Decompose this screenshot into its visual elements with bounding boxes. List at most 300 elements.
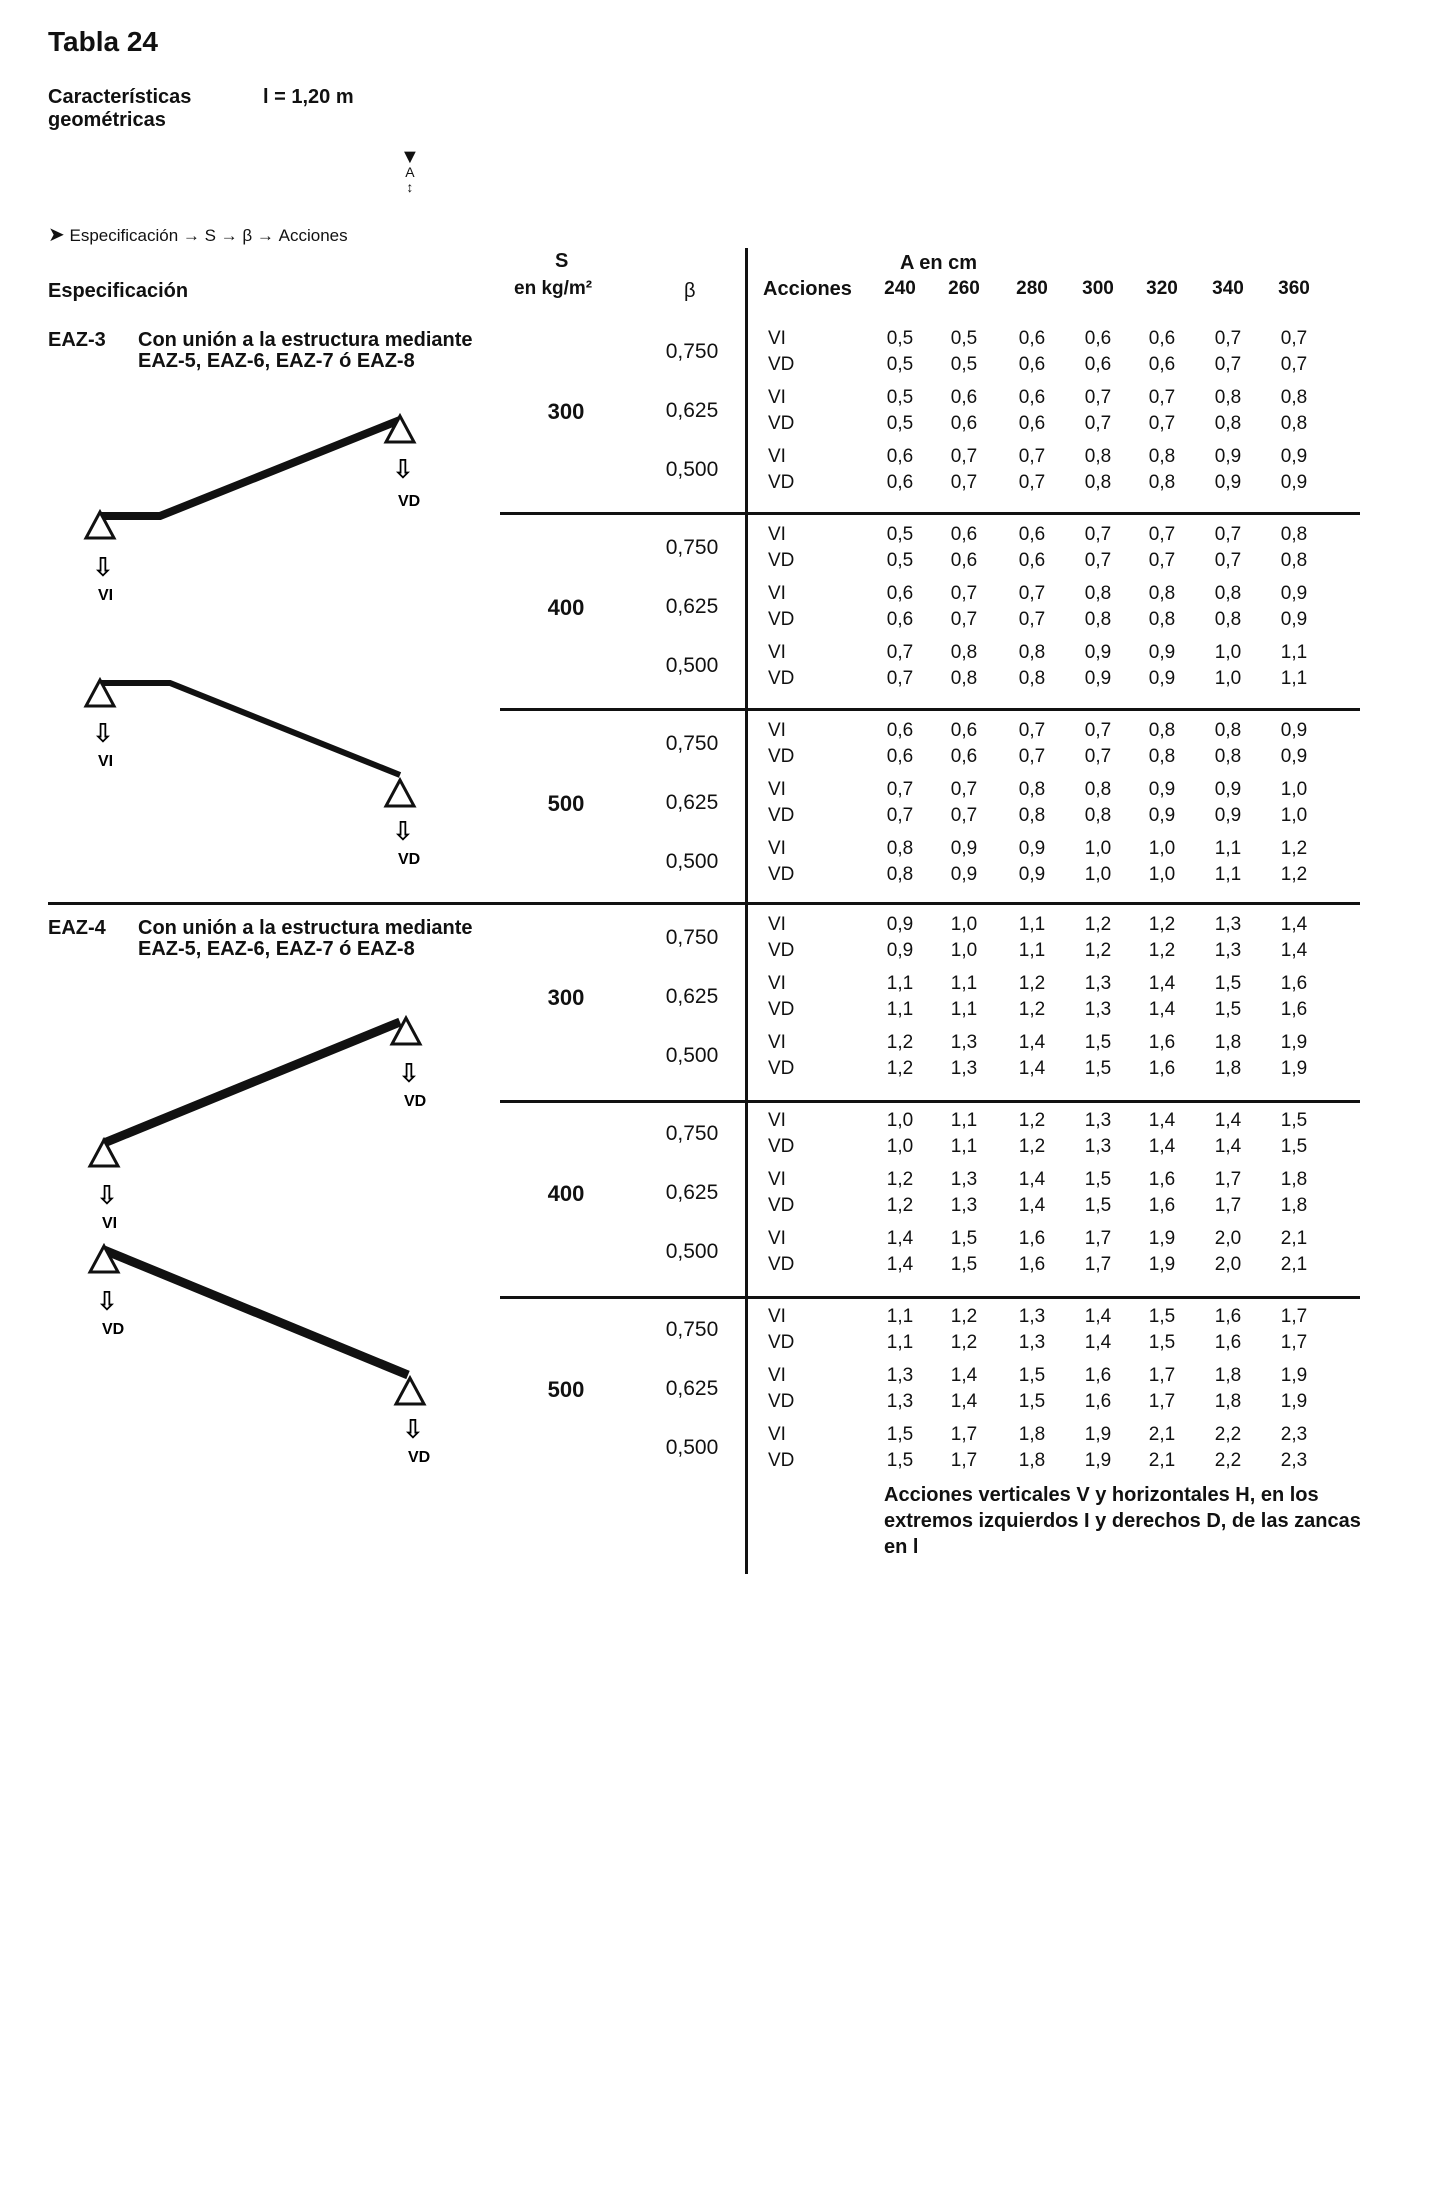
value-cell: 1,1 [1280, 668, 1308, 689]
value-cell: 1,6 [1148, 1195, 1176, 1216]
vi-row [768, 1228, 1368, 1254]
value-cell: 1,6 [1148, 1032, 1176, 1053]
value-cell: 1,1 [1018, 940, 1046, 961]
value-cell: 0,7 [886, 805, 914, 826]
value-cell: 2,3 [1280, 1424, 1308, 1445]
value-cell: 1,9 [1148, 1228, 1176, 1249]
legend-flow-text: Especificación → S → β → Acciones [69, 226, 348, 245]
value-cell: 0,9 [1280, 583, 1308, 604]
vd-row [768, 413, 1368, 439]
vd-label: VD [768, 668, 795, 689]
vd-label: VD [768, 354, 795, 375]
vi-label: VI [768, 1365, 786, 1386]
value-cell: 1,4 [1148, 1136, 1176, 1157]
value-cell: 1,4 [1280, 914, 1308, 935]
vi-label: VI [768, 583, 786, 604]
beta-value: 0,625 [665, 985, 719, 1008]
value-cell: 0,7 [1018, 746, 1046, 767]
beta-value: 0,500 [665, 850, 719, 873]
vd-label: VD [768, 550, 795, 571]
value-cell: 0,7 [886, 779, 914, 800]
value-cell: 1,5 [1084, 1032, 1112, 1053]
value-cell: 1,1 [950, 999, 978, 1020]
vd-label: VD [768, 1254, 795, 1275]
value-cell: 0,6 [950, 746, 978, 767]
support-triangle-icon [386, 780, 414, 806]
vd-row [768, 550, 1368, 576]
a-value-header: 340 [1212, 278, 1244, 299]
value-cell: 1,2 [886, 1058, 914, 1079]
value-cell: 1,3 [886, 1365, 914, 1386]
value-cell: 1,3 [1084, 1136, 1112, 1157]
value-cell: 0,7 [950, 446, 978, 467]
value-cell: 0,5 [886, 550, 914, 571]
s-value: 400 [547, 1181, 585, 1206]
s-value: 500 [547, 1377, 585, 1402]
vd-row [768, 864, 1368, 890]
value-cell: 1,7 [1214, 1169, 1242, 1190]
value-cell: 1,3 [950, 1169, 978, 1190]
value-cell: 1,3 [950, 1195, 978, 1216]
geometry-label-2: geométricas [48, 109, 166, 131]
value-cell: 1,1 [950, 973, 978, 994]
footnote: Acciones verticales V y horizontales H, en los extremos izquierdos I y derechos D, de las zancas en l [884, 1484, 1361, 1558]
vi-label: VI [98, 587, 114, 604]
value-cell: 1,4 [950, 1391, 978, 1412]
value-cell: 0,8 [1084, 446, 1112, 467]
vd-row [768, 1450, 1368, 1476]
vd-row [768, 1254, 1368, 1280]
vi-label: VI [102, 1215, 118, 1232]
value-cell: 1,4 [1148, 999, 1176, 1020]
value-cell: 0,9 [1280, 746, 1308, 767]
value-cell: 0,7 [1148, 413, 1176, 434]
value-cell: 0,8 [1280, 550, 1308, 571]
value-cell: 1,2 [1148, 914, 1176, 935]
vi-row [768, 779, 1368, 805]
value-cell: 1,0 [886, 1136, 914, 1157]
value-cell: 1,6 [1018, 1228, 1046, 1249]
value-cell: 1,6 [1214, 1332, 1242, 1353]
down-arrow-icon: ⇩ [392, 817, 414, 847]
value-cell: 1,2 [1280, 864, 1308, 885]
value-cell: 0,8 [1018, 805, 1046, 826]
value-cell: 0,9 [1214, 446, 1242, 467]
vi-label: VI [768, 524, 786, 545]
header-a-en-cm: A en cm [900, 252, 978, 274]
value-cell: 2,0 [1214, 1228, 1242, 1249]
value-cell: 0,6 [950, 413, 978, 434]
vd-label: VD [398, 851, 421, 868]
value-cell: 0,7 [1018, 446, 1046, 467]
section-separator [48, 902, 1360, 905]
value-cell: 1,6 [1280, 973, 1308, 994]
value-cell: 1,4 [1214, 1110, 1242, 1131]
value-cell: 0,6 [1084, 328, 1112, 349]
value-cell: 1,3 [1084, 1110, 1112, 1131]
value-cell: 0,8 [1280, 387, 1308, 408]
value-cell: 1,1 [886, 973, 914, 994]
vi-label: VI [768, 1110, 786, 1131]
vi-row [768, 1306, 1368, 1332]
value-cell: 0,9 [1018, 864, 1046, 885]
value-cell: 0,7 [1084, 413, 1112, 434]
spec-text: Con unión a la estructura mediante EAZ-5, EAZ-6, EAZ-7 ó EAZ-8 [138, 329, 473, 372]
page-title: Tabla 24 [48, 26, 158, 57]
value-cell: 0,6 [1018, 354, 1046, 375]
value-cell: 1,7 [1084, 1254, 1112, 1275]
value-cell: 0,8 [1280, 524, 1308, 545]
triangle-right-icon: ➤ [48, 224, 65, 246]
value-cell: 1,5 [886, 1450, 914, 1471]
a-value-header: 260 [948, 278, 980, 299]
value-cell: 0,8 [1214, 387, 1242, 408]
vi-row [768, 973, 1368, 999]
vd-row [768, 472, 1368, 498]
down-arrow-icon: ⇩ [92, 553, 114, 583]
stair-diagram-3 [90, 1018, 426, 1232]
value-cell: 1,8 [1214, 1365, 1242, 1386]
down-arrow-icon: ⇩ [96, 1287, 118, 1317]
value-cell: 1,8 [1214, 1032, 1242, 1053]
value-cell: 0,6 [950, 550, 978, 571]
value-cell: 0,7 [950, 779, 978, 800]
value-cell: 0,9 [1084, 642, 1112, 663]
vi-row [768, 524, 1368, 550]
vd-label: VD [768, 472, 795, 493]
value-cell: 1,2 [1018, 1136, 1046, 1157]
vi-row [768, 1032, 1368, 1058]
value-cell: 1,3 [950, 1032, 978, 1053]
vd-label: VD [768, 609, 795, 630]
value-cell: 0,9 [1214, 779, 1242, 800]
value-cell: 1,4 [1018, 1058, 1046, 1079]
value-cell: 1,0 [950, 914, 978, 935]
vi-row [768, 838, 1368, 864]
stair-diagram-1 [86, 416, 420, 604]
value-cell: 1,3 [1084, 999, 1112, 1020]
value-cell: 1,1 [950, 1136, 978, 1157]
value-cell: 1,0 [1084, 864, 1112, 885]
vd-row [768, 1058, 1368, 1084]
value-cell: 0,6 [886, 583, 914, 604]
value-cell: 0,8 [1148, 583, 1176, 604]
s-value: 500 [547, 791, 585, 816]
vd-label: VD [768, 746, 795, 767]
value-cell: 0,7 [1084, 720, 1112, 741]
vd-row [768, 1136, 1368, 1162]
value-cell: 0,8 [1018, 642, 1046, 663]
value-cell: 1,2 [886, 1195, 914, 1216]
beta-value: 0,500 [665, 1240, 719, 1263]
value-cell: 1,5 [1214, 999, 1242, 1020]
value-cell: 0,9 [1280, 720, 1308, 741]
group-separator [500, 1296, 1360, 1299]
value-cell: 0,9 [1214, 472, 1242, 493]
value-cell: 1,2 [886, 1032, 914, 1053]
value-cell: 1,1 [1018, 914, 1046, 935]
value-cell: 1,0 [1280, 805, 1308, 826]
header-s-1: S [555, 250, 569, 272]
value-cell: 1,5 [1084, 1169, 1112, 1190]
legend-arrow-label: A [405, 164, 415, 180]
value-cell: 1,6 [1018, 1254, 1046, 1275]
value-cell: 1,8 [1214, 1058, 1242, 1079]
value-cell: 0,6 [1148, 354, 1176, 375]
value-cell: 1,5 [950, 1254, 978, 1275]
value-cell: 1,4 [1148, 1110, 1176, 1131]
group-separator [500, 708, 1360, 711]
value-cell: 0,8 [1148, 472, 1176, 493]
value-cell: 0,9 [1148, 668, 1176, 689]
value-cell: 1,5 [1018, 1365, 1046, 1386]
value-cell: 1,9 [1280, 1058, 1308, 1079]
value-cell: 1,5 [1018, 1391, 1046, 1412]
value-cell: 0,8 [1148, 720, 1176, 741]
a-value-header: 240 [884, 278, 916, 299]
value-cell: 1,4 [1214, 1136, 1242, 1157]
value-cell: 1,5 [950, 1228, 978, 1249]
vd-label: VD [768, 940, 795, 961]
value-cell: 0,7 [1084, 550, 1112, 571]
value-cell: 0,8 [1018, 779, 1046, 800]
value-cell: 1,4 [1280, 940, 1308, 961]
value-cell: 1,5 [886, 1424, 914, 1445]
value-cell: 0,7 [1018, 583, 1046, 604]
value-cell: 0,5 [950, 328, 978, 349]
value-cell: 1,7 [1084, 1228, 1112, 1249]
value-cell: 1,2 [1084, 940, 1112, 961]
value-cell: 2,2 [1214, 1450, 1242, 1471]
value-cell: 0,7 [1084, 387, 1112, 408]
down-arrow-icon: ▼ [400, 146, 420, 168]
a-value-header: 360 [1278, 278, 1310, 299]
value-cell: 0,6 [1148, 328, 1176, 349]
vi-label: VI [98, 753, 114, 770]
vi-label: VI [768, 973, 786, 994]
value-cell: 0,9 [1084, 668, 1112, 689]
down-arrow-icon: ⇩ [96, 1181, 118, 1211]
value-cell: 0,8 [886, 838, 914, 859]
value-cell: 1,4 [886, 1228, 914, 1249]
value-cell: 1,1 [1214, 838, 1242, 859]
beta-value: 0,750 [665, 536, 719, 559]
header-s-2: en kg/m² [514, 278, 593, 299]
beta-value: 0,500 [665, 654, 719, 677]
vi-row [768, 1110, 1368, 1136]
vi-label: VI [768, 387, 786, 408]
value-cell: 0,8 [1214, 720, 1242, 741]
value-cell: 0,7 [1084, 746, 1112, 767]
value-cell: 1,5 [1280, 1110, 1308, 1131]
vd-row [768, 668, 1368, 694]
value-cell: 0,7 [1018, 720, 1046, 741]
value-cell: 0,6 [1084, 354, 1112, 375]
value-cell: 0,7 [1214, 354, 1242, 375]
beta-value: 0,750 [665, 1318, 719, 1341]
value-cell: 1,2 [950, 1306, 978, 1327]
value-cell: 1,9 [1280, 1032, 1308, 1053]
value-cell: 0,8 [1148, 746, 1176, 767]
vi-label: VI [768, 1306, 786, 1327]
value-cell: 0,6 [950, 720, 978, 741]
a-value-header: 320 [1146, 278, 1178, 299]
value-cell: 0,7 [1214, 550, 1242, 571]
value-cell: 1,3 [1084, 973, 1112, 994]
down-arrow-icon: ⇩ [92, 719, 114, 749]
value-cell: 1,4 [886, 1254, 914, 1275]
value-cell: 1,2 [1018, 999, 1046, 1020]
beta-value: 0,500 [665, 1044, 719, 1067]
vd-row [768, 1195, 1368, 1221]
value-cell: 1,9 [1280, 1391, 1308, 1412]
value-cell: 0,6 [886, 609, 914, 630]
group-separator [500, 1100, 1360, 1103]
a-value-header: 300 [1082, 278, 1114, 299]
value-cell: 1,9 [1084, 1424, 1112, 1445]
value-cell: 0,9 [1148, 642, 1176, 663]
vi-label: VI [768, 1228, 786, 1249]
vi-label: VI [768, 642, 786, 663]
beta-value: 0,750 [665, 926, 719, 949]
value-cell: 1,7 [1214, 1195, 1242, 1216]
value-cell: 1,7 [1148, 1391, 1176, 1412]
value-cell: 1,5 [1148, 1332, 1176, 1353]
vd-label: VD [404, 1093, 427, 1110]
value-cell: 1,4 [950, 1365, 978, 1386]
value-cell: 0,6 [1018, 387, 1046, 408]
beta-value: 0,500 [665, 458, 719, 481]
value-cell: 1,9 [1084, 1450, 1112, 1471]
value-cell: 1,9 [1148, 1254, 1176, 1275]
value-cell: 1,4 [1018, 1032, 1046, 1053]
vd-row [768, 940, 1368, 966]
value-cell: 1,6 [1214, 1306, 1242, 1327]
spec-text: Con unión a la estructura mediante EAZ-5, EAZ-6, EAZ-7 ó EAZ-8 [138, 917, 473, 960]
value-cell: 1,0 [1214, 668, 1242, 689]
value-cell: 1,0 [1214, 642, 1242, 663]
value-cell: 0,8 [1148, 446, 1176, 467]
value-cell: 0,7 [950, 472, 978, 493]
vi-row [768, 914, 1368, 940]
value-cell: 0,8 [1214, 583, 1242, 604]
spec-code: EAZ-3 [48, 329, 106, 351]
value-cell: 1,3 [886, 1391, 914, 1412]
value-cell: 1,5 [1280, 1136, 1308, 1157]
value-cell: 0,7 [1280, 328, 1308, 349]
vi-row [768, 583, 1368, 609]
value-cell: 0,7 [1148, 387, 1176, 408]
value-cell: 0,9 [886, 940, 914, 961]
value-cell: 1,9 [1280, 1365, 1308, 1386]
spec-code: EAZ-4 [48, 917, 106, 939]
value-cell: 0,8 [1084, 609, 1112, 630]
vd-row [768, 1332, 1368, 1358]
value-cell: 0,8 [1084, 472, 1112, 493]
s-value: 400 [547, 595, 585, 620]
value-cell: 1,0 [1084, 838, 1112, 859]
value-cell: 1,2 [1280, 838, 1308, 859]
support-triangle-icon [396, 1378, 424, 1404]
vi-label: VI [768, 1169, 786, 1190]
value-cell: 2,1 [1280, 1228, 1308, 1249]
header-spec: Especificación [48, 280, 189, 302]
value-cell: 0,6 [950, 524, 978, 545]
value-cell: 0,7 [886, 668, 914, 689]
beta-value: 0,625 [665, 399, 719, 422]
vd-row [768, 1391, 1368, 1417]
value-cell: 0,8 [1148, 609, 1176, 630]
value-cell: 0,6 [886, 746, 914, 767]
value-cell: 1,1 [1214, 864, 1242, 885]
value-cell: 1,1 [886, 1306, 914, 1327]
value-cell: 0,9 [1214, 805, 1242, 826]
value-cell: 0,7 [1148, 524, 1176, 545]
beta-value: 0,625 [665, 791, 719, 814]
beta-value: 0,625 [665, 595, 719, 618]
value-cell: 0,8 [1214, 746, 1242, 767]
value-cell: 1,6 [1084, 1391, 1112, 1412]
value-cell: 1,1 [886, 999, 914, 1020]
value-cell: 0,5 [950, 354, 978, 375]
value-cell: 0,8 [1084, 779, 1112, 800]
value-cell: 1,7 [950, 1450, 978, 1471]
value-cell: 1,0 [1148, 864, 1176, 885]
vd-label: VD [768, 999, 795, 1020]
value-cell: 1,0 [886, 1110, 914, 1131]
value-cell: 1,7 [1280, 1332, 1308, 1353]
value-cell: 0,7 [1018, 472, 1046, 493]
vd-label: VD [768, 1136, 795, 1157]
vi-label: VI [768, 914, 786, 935]
vi-row [768, 1169, 1368, 1195]
value-cell: 1,6 [1280, 999, 1308, 1020]
value-cell: 0,8 [1214, 609, 1242, 630]
value-cell: 1,8 [1018, 1450, 1046, 1471]
value-cell: 1,3 [1018, 1306, 1046, 1327]
value-cell: 1,3 [1214, 914, 1242, 935]
value-cell: 0,9 [886, 914, 914, 935]
s-value: 300 [547, 399, 585, 424]
value-cell: 2,2 [1214, 1424, 1242, 1445]
vi-label: VI [768, 838, 786, 859]
value-cell: 0,9 [1280, 472, 1308, 493]
vd-label: VD [768, 864, 795, 885]
value-cell: 0,7 [950, 609, 978, 630]
vd-label: VD [768, 413, 795, 434]
vi-row [768, 1365, 1368, 1391]
value-cell: 2,3 [1280, 1450, 1308, 1471]
value-cell: 0,6 [1018, 413, 1046, 434]
value-cell: 1,5 [1084, 1058, 1112, 1079]
value-cell: 0,5 [886, 413, 914, 434]
value-cell: 1,2 [950, 1332, 978, 1353]
down-arrow-icon: ⇩ [392, 455, 414, 485]
value-cell: 1,8 [1280, 1169, 1308, 1190]
value-cell: 0,8 [1084, 805, 1112, 826]
vi-row [768, 328, 1368, 354]
value-cell: 0,7 [886, 642, 914, 663]
value-cell: 0,7 [950, 805, 978, 826]
value-cell: 0,9 [950, 838, 978, 859]
value-cell: 2,1 [1280, 1254, 1308, 1275]
vi-row [768, 446, 1368, 472]
value-cell: 0,5 [886, 387, 914, 408]
value-cell: 1,1 [886, 1332, 914, 1353]
a-value-header: 280 [1016, 278, 1048, 299]
value-cell: 0,9 [1148, 779, 1176, 800]
beta-value: 0,750 [665, 340, 719, 363]
